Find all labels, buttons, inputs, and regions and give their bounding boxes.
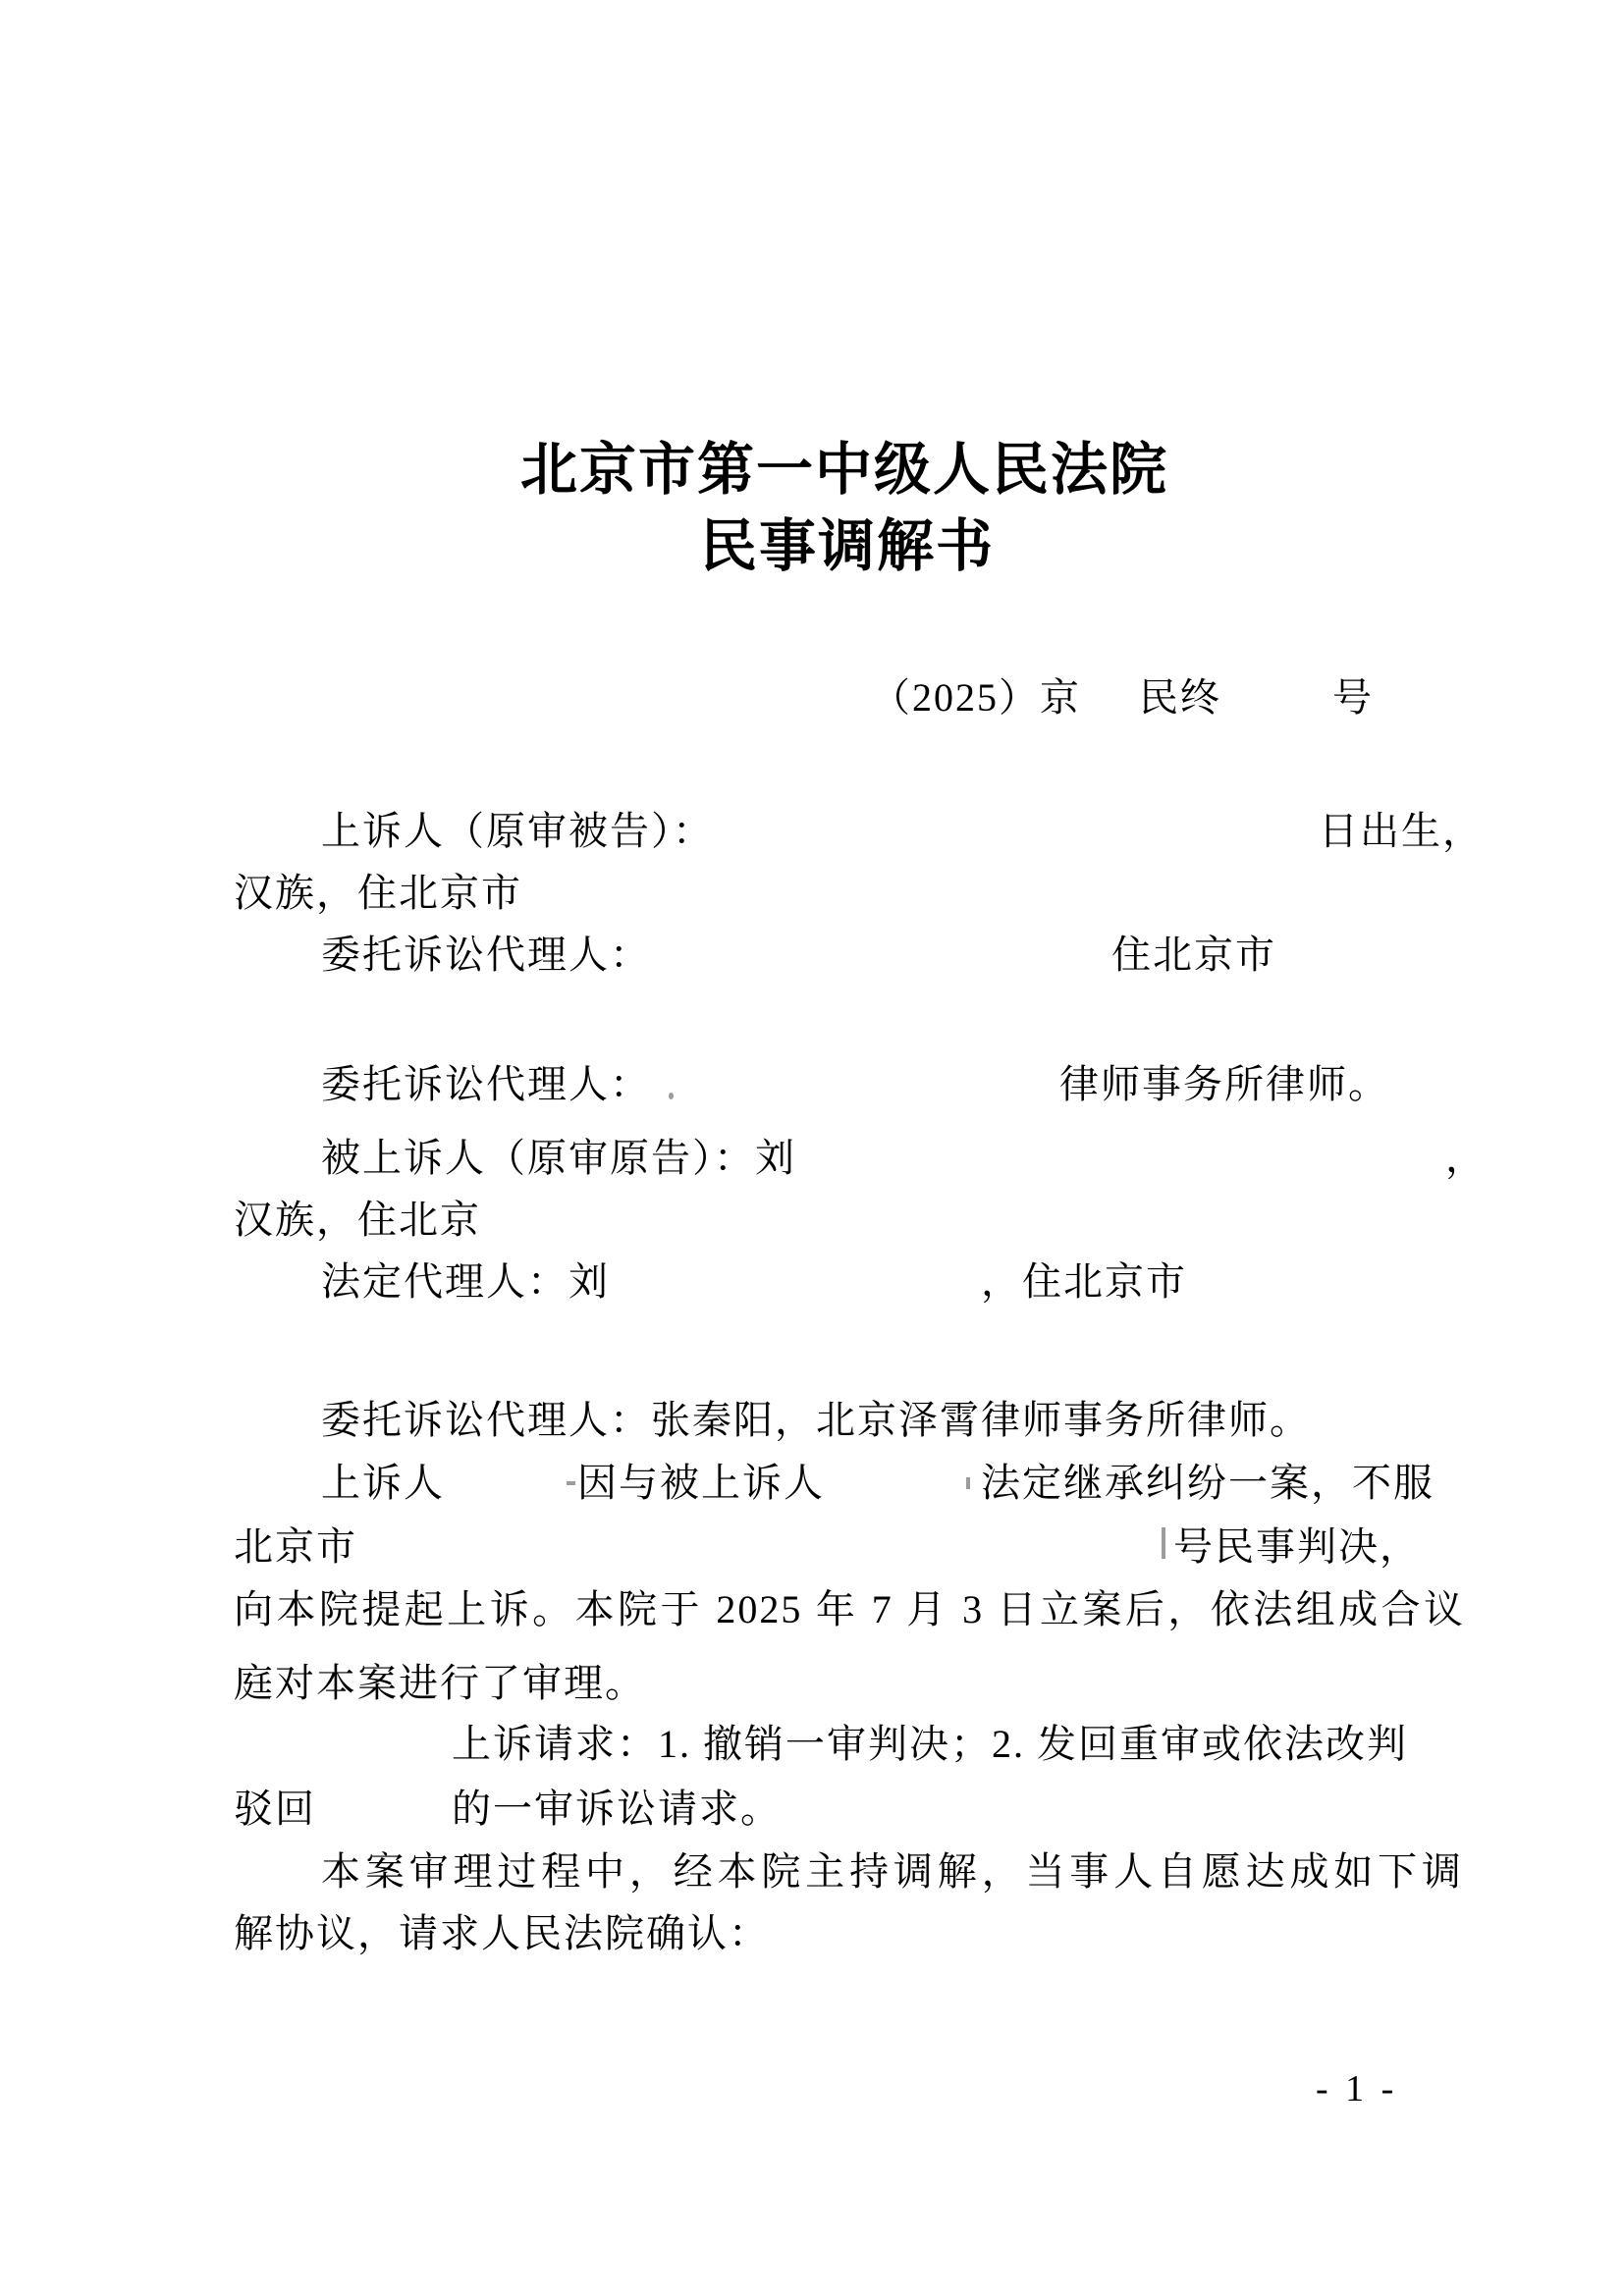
mediation-line-2: 解协议，请求人民法院确认： bbox=[234, 1911, 770, 1955]
agent2-firm-fragment: 律师事务所律师。 bbox=[1059, 1062, 1389, 1106]
appeal-request-line: 上诉请求：1. 撤销一审判决；2. 发回重审或依法改判 bbox=[452, 1722, 1408, 1766]
filing-line-1: 向本院提起上诉。本院于 2025 年 7 月 3 日立案后，依法组成合议 bbox=[234, 1587, 1465, 1631]
case-number-year: （2025）京 bbox=[871, 675, 1081, 720]
reject-fragment-2: 的一审诉讼请求。 bbox=[452, 1787, 782, 1831]
case-number-suffix: 号 bbox=[1332, 675, 1374, 720]
redaction-artifact-judgment bbox=[1162, 1527, 1165, 1559]
dispute-appellant-fragment: 上诉人 bbox=[321, 1461, 445, 1505]
document-type-title: 民事调解书 bbox=[700, 514, 996, 578]
appellant-birth-fragment: 日出生， bbox=[1319, 809, 1484, 853]
agent3-line: 委托诉讼代理人：张秦阳，北京泽霄律师事务所律师。 bbox=[321, 1398, 1311, 1442]
judgment-court-fragment: 北京市 bbox=[234, 1524, 357, 1569]
agent2-label: 委托诉讼代理人： bbox=[321, 1062, 651, 1106]
judgment-number-fragment: 号民事判决， bbox=[1173, 1524, 1421, 1569]
agent1-residence: 住北京市 bbox=[1111, 933, 1276, 977]
appellant-label: 上诉人（原审被告）： bbox=[321, 809, 714, 853]
reject-fragment-1: 驳回 bbox=[234, 1787, 316, 1831]
appellee-trailing-comma: ， bbox=[1445, 1136, 1487, 1180]
filing-line-2: 庭对本案进行了审理。 bbox=[234, 1661, 646, 1705]
appellee-ethnicity-line: 汉族，住北京 bbox=[234, 1198, 481, 1242]
appellant-ethnicity-line: 汉族，住北京市 bbox=[234, 871, 522, 915]
page-number: - 1 - bbox=[1316, 2068, 1398, 2109]
appellee-label: 被上诉人（原审原告）：刘 bbox=[321, 1136, 796, 1180]
dispute-appellee-fragment: 因与被上诉人 bbox=[577, 1461, 825, 1505]
redaction-artifact-dispute-2 bbox=[966, 1477, 970, 1489]
redaction-artifact-agent2 bbox=[669, 1093, 674, 1099]
legal-rep-label: 法定代理人：刘 bbox=[321, 1259, 610, 1304]
agent1-label: 委托诉讼代理人： bbox=[321, 933, 651, 977]
redaction-artifact-dispute-1 bbox=[567, 1481, 575, 1485]
legal-rep-residence: ，住北京市 bbox=[981, 1259, 1187, 1304]
dispute-cause-fragment: 法定继承纠纷一案，不服 bbox=[981, 1461, 1435, 1505]
mediation-line-1: 本案审理过程中，经本院主持调解，当事人自愿达成如下调 bbox=[321, 1849, 1463, 1894]
case-number-type: 民终 bbox=[1139, 675, 1221, 720]
court-name-title: 北京市第一中级人民法院 bbox=[520, 438, 1169, 502]
